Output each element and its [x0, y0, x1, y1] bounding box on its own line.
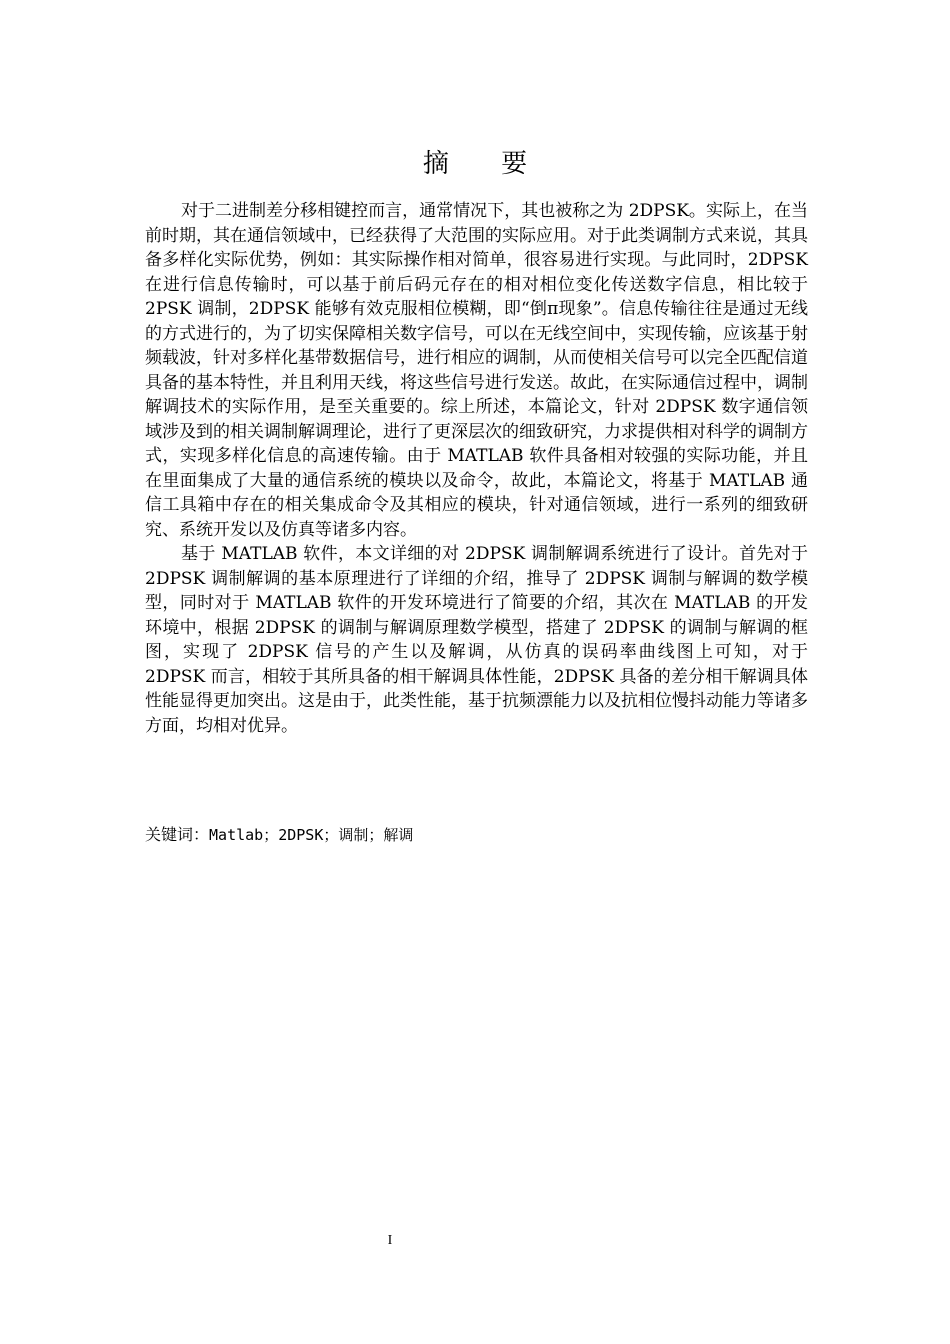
abstract-body	[145, 199, 808, 738]
abstract-paragraph-2: 基于 MATLAB 软件，本文详细的对 2DPSK 调制解调系统进行了设计。首先对于 2DPSK 调制解调的基本原理进行了详细的介绍，推导了 2DPSK 调制与解调的数学模型，同时对于 MATLAB 软件的开发环境进行了简要的介绍，其次在 MATLAB 的开发环境中，根据 2DPSK 的调制与解调原理数学模型，搭建了 2DPSK 的调制与解调的框图，实现了 2DPSK 信号的产生以及解调，从仿真的误码率曲线图上可知，对于 2DPSK 而言，相较于其所具备的相干解调具体性能，2DPSK 具备的差分相干解调具体性能显得更加突出。这是由于，此类性能，基于抗频漂能力以及抗相位慢抖动能力等诸多方面，均相对优异。	[145, 544, 808, 736]
page-number: I	[387, 1233, 393, 1248]
keywords-label: 关键词：	[145, 825, 210, 844]
abstract-paragraph-1: 对于二进制差分移相键控而言，通常情况下，其也被称之为 2DPSK。实际上，在当前时期，其在通信领域中，已经获得了大范围的实际应用。对于此类调制方式来说，其具备多样化实际优势，例如：其实际操作相对简单，很容易进行实现。与此同时，2DPSK 在进行信息传输时，可以基于前后码元存在的相对相位变化传送数字信息，相比较于 2PSK 调制，2DPSK 能够有效克服相位模糊，即“倒π现象”。信息传输往往是通过无线的方式进行的，为了切实保障相关数字信号，可以在无线空间中，实现传输，应该基于射频载波，针对多样化基带数据信号，进行相应的调制，从而使相关信号可以完全匹配信道具备的基本特性，并且利用天线，将这些信号进行发送。故此，在实际通信过程中，调制解调技术的实际作用，是至关重要的。综上所述，本篇论文，针对 2DPSK 数字通信领域涉及到的相关调制解调理论，进行了更深层次的细致研究，力求提供相对科学的调制方式，实现多样化信息的高速传输。由于 MATLAB 软件具备相对较强的实际功能，并且在里面集成了大量的通信系统的模块以及命令，故此，本篇论文，将基于 MATLAB 通信工具箱中存在的相关集成命令及其相应的模块，针对通信领域，进行一系列的细致研究、系统开发以及仿真等诸多内容。	[145, 201, 808, 540]
keywords-line	[145, 823, 413, 847]
keywords-value: Matlab；2DPSK；调制；解调	[209, 826, 414, 844]
page-title: 摘 要	[422, 149, 550, 179]
